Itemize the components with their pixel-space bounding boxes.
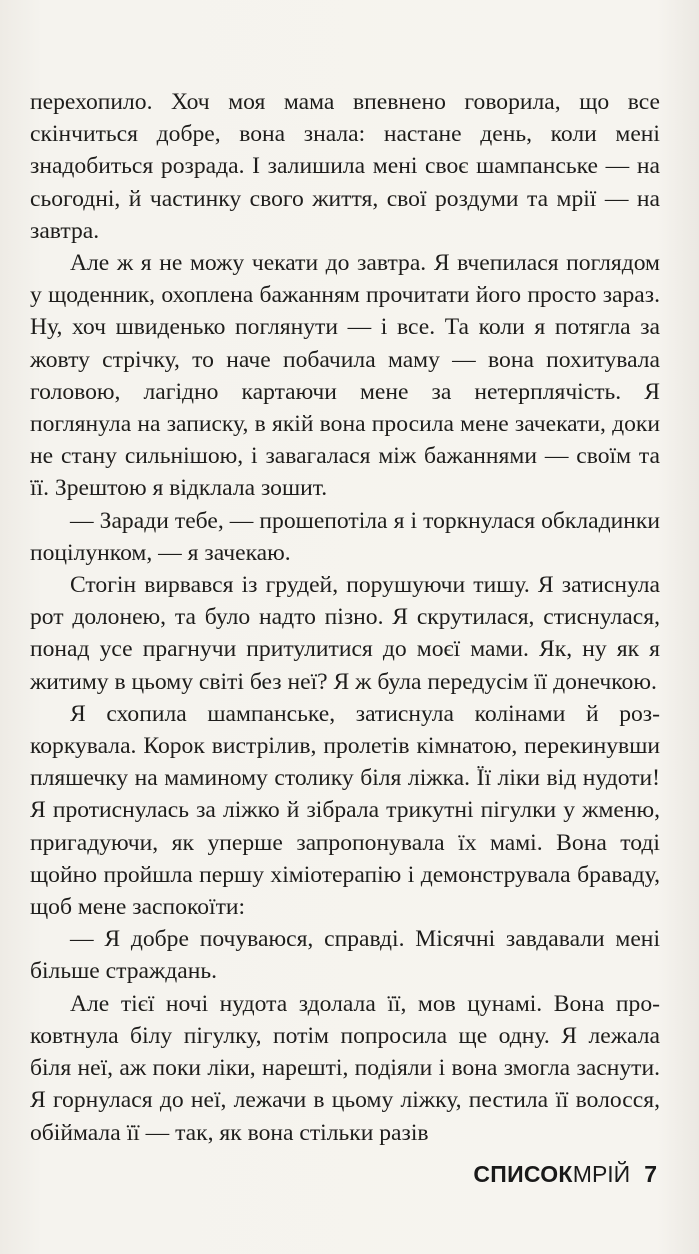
paragraph-3: — Заради тебе, — прошепотіла я і торкнулася обкладинки поцілунком, — я зачекаю. <box>30 507 660 566</box>
paragraph-1: перехопило. Хоч моя мама впевнено говорила, що все скінчиться добре, вона знала: настане день, коли мені знадобиться розрада. І залишила мені своє шампанське — на сьогодні, й частинку свого життя, свої роздуми та мрії — на завтра. <box>30 89 660 244</box>
running-footer <box>473 1161 657 1188</box>
paragraph-2: Але ж я не можу чекати до завтра. Я вчепилася поглядом у щоденник, охоплена бажанням прочитати його просто зараз. Ну, хоч швиденько поглянути — і все. Та коли я потягла за жовту стрічку, то наче побачила маму — вона похитувала головою, лагідно картаючи мене за нетерплячість. Я поглянула на записку, в якій вона просила мене зачекати, доки не стану сильнішою, і завагалася між бажаннями — своїм та її. Зрештою я відклала зошит. <box>30 250 660 502</box>
paragraph-4: Стогін вирвався із грудей, порушуючи тишу. Я затиснула рот долонею, та було надто пізно. Я скрутилася, стиснулася, понад усе прагнучи притулитися до моєї мами. Як, ну як я житиму в цьому світі без неї? Я ж була передусім її донечкою. <box>30 572 660 695</box>
paragraph-7: Але тієї ночі нудота здолала її, мов цунамі. Вона проковтнула білу пігулку, потім попросила ще одну. Я лежала біля неї, аж поки ліки, нарешті, подіяли і вона змогла заснути. Я горнулася до неї, лежачи в цьому ліжку, пестила її волосся, обіймала її — так, як вона стільки разів <box>30 990 660 1146</box>
paragraph-6: — Я добре почуваюся, справді. Місячні завдавали мені більше страждань. <box>30 926 660 985</box>
page-number: 7 <box>644 1161 657 1187</box>
footer-book-title-bold: СПИСОК <box>473 1161 573 1187</box>
body-text <box>30 86 660 1149</box>
footer-book-title-light: МРІЙ <box>572 1161 631 1187</box>
paragraph-5: Я схопила шампанське, затиснула колінами й розкоркувала. Корок вистрілив, пролетів кімнатою, перекинувши пляшечку на маминому столику біля ліжка. Її ліки від нудоти! Я протиснулась за ліжко й зібрала трикутні пігулки у жменю, пригадуючи, як уперше запропонувала їх мамі. Вона тоді щойно пройшла першу хіміотерапію і демонструвала браваду, щоб мене заспокоїти: <box>30 700 660 921</box>
